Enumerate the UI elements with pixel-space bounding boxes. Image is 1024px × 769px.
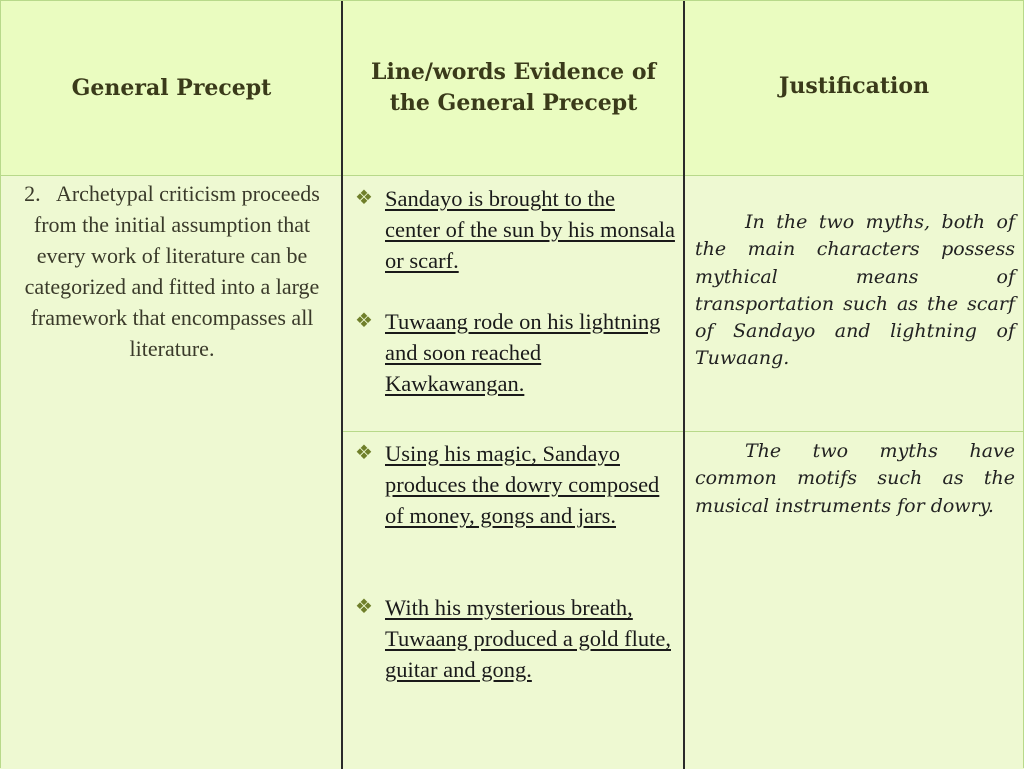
evidence-text: With his mysterious breath, Tuwaang produced a gold flute, guitar and gong. xyxy=(385,595,671,682)
precept-text: 2. Archetypal criticism proceeds from the initial assumption that every work of literature can be categorized and fitted into a large framework that encompasses all literature. xyxy=(24,181,320,361)
header-evidence-label: Line/words Evidence of the General Precept xyxy=(371,59,656,116)
diamond-bullet-icon: ❖ xyxy=(355,187,373,209)
evidence-item-tuwaang-instruments xyxy=(355,592,675,685)
evidence-text: Sandayo is brought to the center of the sun by his monsala or scarf. xyxy=(385,186,675,273)
diamond-bullet-icon: ❖ xyxy=(355,310,373,332)
evidence-cell-2 xyxy=(343,432,684,769)
evidence-cell-1 xyxy=(343,176,684,431)
justification-text-transport: In the two myths, both of the main characters possess mythical means of transportation such as the scarf of Sandayo and lightning of Tuwaang. xyxy=(695,211,1015,370)
justification-text-motifs: The two myths have common motifs such as the musical instruments for dowry. xyxy=(695,440,1015,517)
precept-cell xyxy=(1,176,342,769)
evidence-item-sandayo-dowry xyxy=(355,438,675,531)
diamond-bullet-icon: ❖ xyxy=(355,442,373,464)
column-divider-2 xyxy=(683,1,685,769)
justification-cell-1 xyxy=(685,176,1023,431)
evidence-text: Using his magic, Sandayo produces the dowry composed of money, gongs and jars. xyxy=(385,441,660,528)
header-justification xyxy=(685,1,1023,175)
header-general-precept-label: General Precept xyxy=(71,74,272,101)
header-evidence xyxy=(343,1,684,175)
justification-cell-2 xyxy=(685,432,1023,769)
header-general-precept xyxy=(1,1,342,175)
header-divider xyxy=(1,175,1024,176)
evidence-item-tuwaang-lightning xyxy=(355,306,675,399)
evidence-text: Tuwaang rode on his lightning and soon reached Kawkawangan. xyxy=(385,309,661,396)
evidence-item-sandayo-scarf xyxy=(355,183,675,276)
column-divider-1 xyxy=(341,1,343,769)
header-justification-label: Justification xyxy=(778,72,930,99)
diamond-bullet-icon: ❖ xyxy=(355,596,373,618)
